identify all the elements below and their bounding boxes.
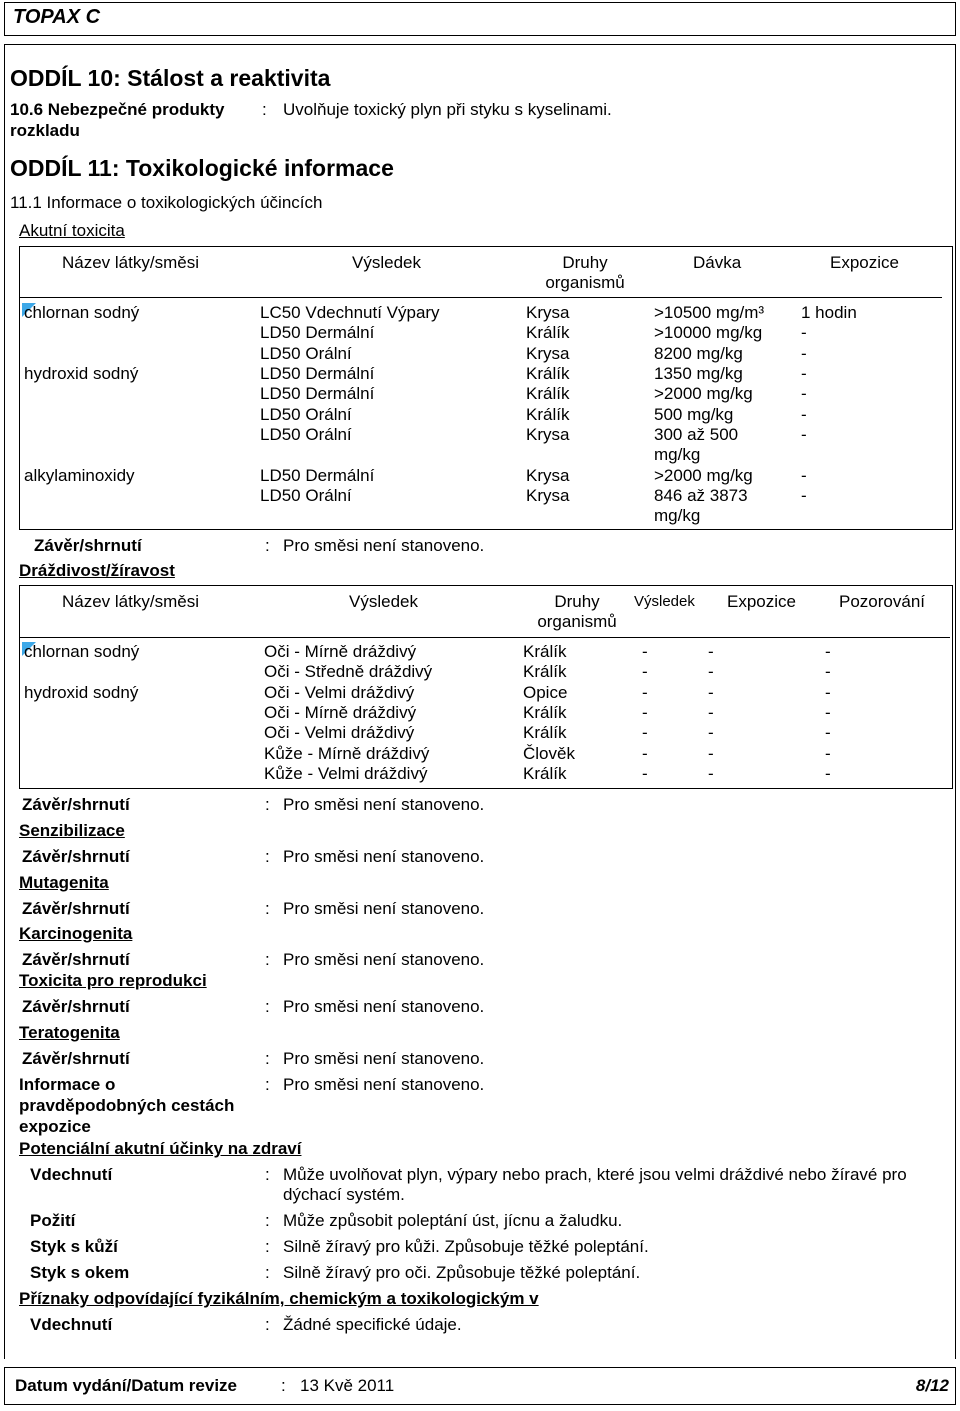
- observation: -: [825, 763, 831, 783]
- test-result: Oči - Velmi dráždivý: [264, 723, 415, 743]
- brand-name: TOPAX C: [13, 6, 101, 28]
- colon: :: [265, 1165, 270, 1184]
- test-result: LC50 Vdechnutí Výpary: [260, 303, 440, 322]
- eye-contact-value: Silně žíravý pro oči. Způsobuje těžké poleptání.: [283, 1263, 641, 1282]
- acute-summary-label: Závěr/shrnutí: [34, 536, 142, 555]
- exposure: -: [708, 682, 714, 702]
- species: Člověk: [523, 743, 575, 763]
- species: Králík: [526, 364, 570, 383]
- irr-header-observation: Pozorování: [839, 592, 925, 611]
- species: Králík: [523, 702, 567, 722]
- observation: -: [825, 662, 831, 682]
- footer-date-value: 13 Kvě 2011: [300, 1376, 395, 1395]
- colon: :: [265, 1315, 270, 1334]
- exposure: -: [801, 344, 807, 363]
- teratogenicity-heading: Teratogenita: [19, 1023, 120, 1042]
- inhalation-value-line-2: dýchací systém.: [283, 1185, 405, 1204]
- summary-label: Závěr/shrnutí: [22, 795, 130, 814]
- symptoms-inhalation-label: Vdechnutí: [30, 1315, 113, 1334]
- dose: >2000 mg/kg: [654, 466, 753, 485]
- exposure: -: [801, 364, 807, 383]
- exposure: -: [708, 743, 714, 763]
- species: Králík: [526, 384, 570, 403]
- section-11-subtitle: 11.1 Informace o toxikologických účincích: [10, 193, 323, 212]
- summary-value: Pro směsi není stanoveno.: [283, 899, 485, 918]
- colon: :: [262, 100, 267, 119]
- summary-value: Pro směsi není stanoveno.: [283, 795, 485, 814]
- score: -: [642, 662, 648, 682]
- table-header-divider: [20, 637, 950, 638]
- summary-label: Závěr/shrnutí: [22, 899, 130, 918]
- inhalation-label: Vdechnutí: [30, 1165, 113, 1184]
- footer-colon: :: [281, 1376, 286, 1395]
- colon: :: [265, 899, 270, 918]
- irritation-heading: Dráždivost/žíravost: [19, 561, 175, 580]
- colon: :: [265, 536, 270, 555]
- test-result: LD50 Dermální: [260, 323, 375, 342]
- substance-name: alkylaminoxidy: [24, 466, 135, 485]
- summary-value: Pro směsi není stanoveno.: [283, 997, 485, 1016]
- acute-toxicity-table: [19, 246, 953, 530]
- species: Králík: [526, 323, 570, 342]
- irritation-table: [19, 585, 953, 789]
- acute-summary-value: Pro směsi není stanoveno.: [283, 536, 485, 555]
- exposure: -: [708, 642, 714, 661]
- summary-value: Pro směsi není stanoveno.: [283, 950, 485, 969]
- substance-name: hydroxid sodný: [24, 682, 139, 702]
- summary-label: Závěr/shrnutí: [22, 1049, 130, 1068]
- dose: >10000 mg/kg: [654, 323, 763, 342]
- acute-effects-heading: Potenciální akutní účinky na zdraví: [19, 1139, 302, 1158]
- summary-label: Závěr/shrnutí: [22, 950, 130, 969]
- colon: :: [265, 997, 270, 1016]
- exposure-routes-label-1: Informace o: [19, 1075, 116, 1094]
- symptoms-heading: Příznaky odpovídající fyzikálním, chemickým a toxikologickým v: [19, 1289, 539, 1308]
- exposure: -: [708, 723, 714, 743]
- acute-header-species-2: organismů: [545, 273, 625, 292]
- summary-value: Pro směsi není stanoveno.: [283, 1049, 485, 1068]
- exposure: -: [801, 425, 807, 444]
- test-result: LD50 Orální: [260, 486, 352, 505]
- footer-date-label: Datum vydání/Datum revize: [15, 1376, 238, 1395]
- dose: 846 až 3873: [654, 486, 748, 505]
- colon: :: [265, 1237, 270, 1256]
- irr-header-species-1: Druhy: [554, 592, 600, 611]
- colon: :: [265, 1263, 270, 1282]
- exposure: 1 hodin: [801, 303, 857, 322]
- score: -: [642, 723, 648, 743]
- species: Krysa: [526, 486, 570, 505]
- dose-unit-continued: mg/kg: [654, 506, 701, 525]
- irr-header-result: Výsledek: [349, 592, 418, 611]
- observation: -: [825, 702, 831, 722]
- irr-header-score: Výsledek: [634, 593, 695, 610]
- inhalation-value-line-1: Může uvolňovat plyn, výpary nebo prach, které jsou velmi dráždivé nebo žíravé pro: [283, 1165, 907, 1184]
- colon: :: [265, 950, 270, 969]
- eye-contact-label: Styk s okem: [30, 1263, 130, 1282]
- substance-name: chlornan sodný: [24, 642, 140, 661]
- summary-label: Závěr/shrnutí: [22, 847, 130, 866]
- skin-contact-label: Styk s kůží: [30, 1237, 118, 1256]
- hazardous-products-label-2: rozkladu: [10, 121, 80, 140]
- acute-header-species-1: Druhy: [562, 253, 608, 272]
- species: Krysa: [526, 425, 570, 444]
- exposure: -: [801, 323, 807, 342]
- test-result: LD50 Dermální: [260, 466, 375, 485]
- score: -: [642, 763, 648, 783]
- mutagenicity-heading: Mutagenita: [19, 873, 109, 892]
- irr-header-species-2: organismů: [537, 612, 617, 631]
- dose: 8200 mg/kg: [654, 344, 743, 363]
- score: -: [642, 702, 648, 722]
- skin-contact-value: Silně žíravý pro kůži. Způsobuje těžké poleptání.: [283, 1237, 649, 1256]
- dose: >10500 mg/m³: [654, 303, 765, 322]
- carcinogenicity-heading: Karcinogenita: [19, 924, 133, 943]
- test-result: Oči - Velmi dráždivý: [264, 682, 415, 702]
- exposure: -: [801, 405, 807, 424]
- dose-unit-continued: mg/kg: [654, 445, 701, 464]
- colon: :: [265, 1075, 270, 1094]
- summary-label: Závěr/shrnutí: [22, 997, 130, 1016]
- species: Králík: [523, 763, 567, 783]
- acute-header-dose: Dávka: [693, 253, 742, 272]
- species: Krysa: [526, 303, 570, 322]
- species: Králík: [523, 723, 567, 743]
- exposure-routes-label-3: expozice: [19, 1117, 91, 1136]
- section-10-title: ODDÍL 10: Stálost a reaktivita: [10, 65, 331, 91]
- colon: :: [265, 1049, 270, 1068]
- acute-header-result: Výsledek: [352, 253, 421, 272]
- substance-name: chlornan sodný: [24, 303, 140, 322]
- species: Krysa: [526, 466, 570, 485]
- exposure: -: [708, 702, 714, 722]
- observation: -: [825, 743, 831, 763]
- test-result: Kůže - Mírně dráždivý: [264, 743, 430, 763]
- exposure: -: [708, 763, 714, 783]
- summary-value: Pro směsi není stanoveno.: [283, 847, 485, 866]
- colon: :: [265, 1211, 270, 1230]
- species: Krysa: [526, 344, 570, 363]
- test-result: LD50 Orální: [260, 425, 352, 444]
- observation: -: [825, 682, 831, 702]
- document-footer: [4, 1367, 956, 1405]
- substance-name: hydroxid sodný: [24, 364, 139, 383]
- colon: :: [265, 795, 270, 814]
- dose: 500 mg/kg: [654, 405, 734, 424]
- test-result: Kůže - Velmi dráždivý: [264, 763, 428, 783]
- dose: >2000 mg/kg: [654, 384, 753, 403]
- ingestion-label: Požití: [30, 1211, 76, 1230]
- test-result: LD50 Dermální: [260, 384, 375, 403]
- dose: 300 až 500: [654, 425, 739, 444]
- test-result: LD50 Orální: [260, 405, 352, 424]
- exposure-routes-value: Pro směsi není stanoveno.: [283, 1075, 485, 1094]
- test-result: Oči - Mírně dráždivý: [264, 642, 417, 661]
- symptoms-inhalation-value: Žádné specifické údaje.: [283, 1315, 462, 1334]
- test-result: Oči - Mírně dráždivý: [264, 702, 417, 722]
- page-number: 8/12: [915, 1376, 949, 1395]
- species: Opice: [523, 682, 568, 702]
- hazardous-products-value: Uvolňuje toxický plyn při styku s kyselinami.: [283, 100, 612, 119]
- hazardous-products-label-1: 10.6 Nebezpečné produkty: [10, 100, 225, 119]
- exposure: -: [801, 384, 807, 403]
- irr-header-exposure: Expozice: [727, 592, 796, 611]
- score: -: [642, 682, 648, 702]
- score: -: [642, 743, 648, 763]
- species: Králík: [526, 405, 570, 424]
- reproductive-toxicity-heading: Toxicita pro reprodukci: [19, 971, 207, 990]
- observation: -: [825, 642, 831, 661]
- acute-toxicity-heading: Akutní toxicita: [19, 221, 125, 240]
- test-result: LD50 Orální: [260, 344, 352, 363]
- colon: :: [265, 847, 270, 866]
- observation: -: [825, 723, 831, 743]
- acute-header-exposure: Expozice: [830, 253, 899, 272]
- exposure-routes-label-2: pravděpodobných cestách: [19, 1096, 235, 1115]
- score: -: [642, 642, 648, 661]
- exposure: -: [708, 662, 714, 682]
- sensitization-heading: Senzibilizace: [19, 821, 125, 840]
- exposure: -: [801, 466, 807, 485]
- irr-header-name: Název látky/směsi: [62, 592, 199, 611]
- table-header-divider: [20, 297, 942, 298]
- test-result: Oči - Středně dráždivý: [264, 662, 433, 682]
- document-header: [4, 2, 956, 36]
- species: Králík: [523, 642, 567, 661]
- ingestion-value: Může způsobit poleptání úst, jícnu a žaludku.: [283, 1211, 623, 1230]
- section-11-title: ODDÍL 11: Toxikologické informace: [10, 155, 394, 181]
- acute-header-name: Název látky/směsi: [62, 253, 199, 272]
- species: Králík: [523, 662, 567, 682]
- test-result: LD50 Dermální: [260, 364, 375, 383]
- exposure: -: [801, 486, 807, 505]
- dose: 1350 mg/kg: [654, 364, 743, 383]
